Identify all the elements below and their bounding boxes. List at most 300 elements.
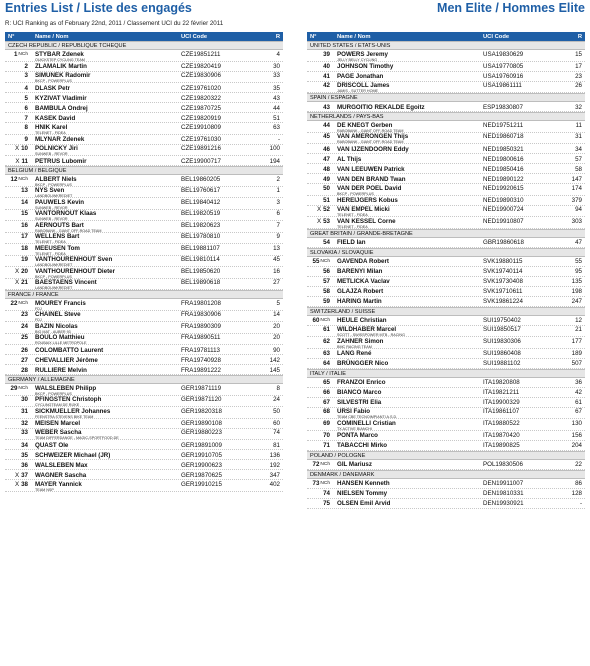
rider-number: 17 [21, 233, 28, 240]
rider-number: 58 [323, 288, 330, 295]
uci-code: POL19830506 [483, 461, 523, 468]
rider-name-cell [33, 51, 181, 62]
rider-number: 30 [21, 396, 28, 403]
rider-team: SUNWEB - REVOR [35, 205, 68, 210]
uci-code: BEL19881107 [181, 244, 220, 252]
uci-rank: 45 [273, 256, 280, 263]
rider-number-cell [5, 462, 33, 469]
uci-rank: 135 [571, 278, 582, 285]
country-section-header: FRANCE / FRANCE [5, 290, 283, 299]
uci-rank: 95 [575, 268, 582, 275]
uci-rank: 402 [269, 480, 280, 488]
table-row [307, 287, 585, 297]
national-champion-badge: NCh [18, 385, 28, 391]
rider-number: 23 [21, 311, 28, 318]
table-row [5, 311, 283, 323]
national-champion-badge: NCh [18, 51, 28, 57]
rider-number-cell [5, 105, 33, 112]
uci-rank: 7 [276, 221, 280, 229]
rider-number: 34 [21, 441, 28, 449]
table-row [307, 196, 585, 206]
rider-number-cell [307, 176, 335, 183]
uci-rank: 61 [575, 399, 582, 406]
uci-code: USA19770805 [483, 63, 524, 70]
uci-code: FRA19890309 [181, 322, 221, 330]
rider-team: FDJ [35, 306, 42, 311]
rider-name: OLSEN Emil Arvid [337, 500, 391, 507]
uci-rank: 13 [273, 244, 280, 252]
uci-code: BEL19810114 [181, 256, 220, 263]
table-row [307, 184, 585, 196]
table-row [307, 359, 585, 369]
uci-rank: 31 [575, 133, 582, 140]
rider-team: RABOBANK - GIANT OFF-ROAD TEAM [35, 228, 102, 233]
rider-number-cell [5, 472, 33, 479]
table-row [5, 480, 283, 492]
rider-name-cell [33, 256, 181, 267]
rider-name: SICKMUELLER Johannes [35, 407, 111, 415]
header-uci-code: UCI Code [483, 33, 510, 40]
uci-code: BEL19780810 [181, 233, 221, 240]
country-section-header: CZECH REPUBLIC / REPUBLIQUE TCHEQUE [5, 41, 283, 50]
rider-number: 40 [323, 63, 330, 70]
uci-rank: 24 [273, 396, 280, 403]
uci-code: NED19910807 [483, 217, 524, 225]
uci-code: FRA19891222 [181, 366, 221, 374]
uci-rank: 177 [571, 337, 582, 345]
rider-name: WILDHABER Marcel [337, 326, 397, 333]
uci-code: SUI19860408 [483, 350, 521, 357]
uci-code: BEL19760617 [181, 187, 221, 194]
uci-code: CZE19830906 [181, 72, 221, 79]
uci-code: SVK19730408 [483, 278, 523, 285]
table-row [307, 72, 585, 82]
uci-code: GER19870625 [181, 471, 222, 479]
rider-name: VANTHOURENHOUT Dieter [35, 267, 115, 275]
rider-number-cell [5, 176, 33, 183]
rider-number: 50 [323, 184, 330, 192]
rider-name-cell [335, 156, 483, 163]
rider-name-cell [33, 334, 181, 345]
country-section-header: DENMARK / DANEMARK [307, 470, 585, 479]
rider-number-cell [307, 146, 335, 153]
rider-name-cell [33, 95, 181, 102]
rider-team: TX ACTIVE BIANCHI [337, 426, 372, 431]
rider-name: MLYNAR Zdenek [35, 136, 85, 143]
uci-rank: 60 [273, 420, 280, 427]
uci-rank: 2 [276, 175, 280, 183]
uci-code: BEL19820519 [181, 210, 221, 217]
uci-code: SUI19830306 [483, 337, 521, 345]
rider-name-cell [335, 461, 483, 468]
table-row [5, 419, 283, 429]
rider-name: NIELSEN Tommy [337, 490, 388, 497]
rider-number-cell [5, 210, 33, 217]
table-row [307, 50, 585, 62]
table-row [307, 277, 585, 287]
uci-code: FRA19781113 [181, 346, 220, 354]
uci-rank: 27 [273, 279, 280, 286]
rider-team: RABOBANK - GIANT OFF-ROAD TEAM [337, 140, 404, 144]
rider-name-cell [335, 278, 483, 285]
uci-rank: 34 [575, 145, 582, 153]
rider-number-cell [5, 72, 33, 79]
rider-number: 27 [21, 356, 28, 364]
uci-rank: 6 [276, 210, 280, 217]
rider-name: PONTA Marco [337, 432, 378, 439]
table-row [5, 93, 283, 103]
uci-code: GER19900623 [181, 461, 222, 469]
table-row [307, 316, 585, 326]
rider-name: SILVESTRI Elia [337, 399, 382, 406]
uci-code: GER19891009 [181, 441, 222, 449]
rider-name-cell [335, 218, 483, 229]
rider-name-cell [33, 279, 181, 290]
rider-number: 10 [21, 145, 28, 152]
table-row [307, 479, 585, 489]
rider-name-cell [335, 480, 483, 487]
rider-name: AL Thijs [337, 155, 362, 163]
rider-name: TABACCHI Mirko [337, 442, 388, 449]
rider-name-cell [335, 389, 483, 396]
rider-name-cell [33, 222, 181, 233]
uci-rank: 100 [269, 145, 280, 152]
page-title: Entries List / Liste des engagés [5, 1, 192, 15]
table-row [5, 198, 283, 210]
rider-name-cell [33, 429, 181, 440]
header-rank: R [275, 33, 280, 40]
table-row [307, 349, 585, 359]
rider-number-cell [307, 239, 335, 246]
table-row [5, 407, 283, 419]
table-row [5, 103, 283, 113]
rider-number: 26 [21, 346, 28, 354]
rider-team: FDJ [35, 318, 42, 322]
uci-code: DEN19810331 [483, 490, 524, 497]
rider-name-cell [33, 300, 181, 311]
uci-code: NED19920615 [483, 184, 524, 192]
rider-number: 56 [323, 268, 330, 275]
rider-team: TEAM NSP [35, 487, 54, 492]
uci-rank: 51 [273, 114, 280, 122]
rider-number-cell [307, 166, 335, 173]
rider-name: MAYER Yannick [35, 480, 82, 488]
rider-name: VAN EMPEL Micki [337, 206, 390, 213]
table-row [5, 83, 283, 93]
rider-name: NYS Sven [35, 187, 65, 194]
uci-code: FRA19740928 [181, 356, 221, 364]
rider-number: 4 [24, 84, 28, 92]
table-row [5, 355, 283, 365]
rider-number: 20 [21, 267, 28, 275]
rider-name: POWERS Jeremy [337, 50, 388, 58]
page-header [5, 1, 585, 17]
country-section-header: SPAIN / ESPAGNE [307, 93, 585, 102]
rider-name-cell [33, 396, 181, 407]
rider-number: 11 [21, 157, 28, 165]
rider-number-cell [307, 350, 335, 357]
rider-name: COMINELLI Cristian [337, 419, 396, 427]
uci-rank: 58 [575, 165, 582, 173]
rider-name: WALSLEBEN Philipp [35, 384, 97, 392]
rider-name: FIELD Ian [337, 239, 366, 246]
rider-number-cell [307, 442, 335, 449]
rider-number-cell [5, 442, 33, 449]
rider-name: HEULE Christian [337, 317, 387, 324]
uci-rank: 12 [575, 317, 582, 324]
rider-number-cell [5, 63, 33, 70]
national-champion-badge: NCh [320, 318, 330, 323]
country-section-header: ITALY / ITALIE [307, 369, 585, 378]
rider-team: RABOBANK - GIANT OFF-ROAD TEAM [337, 128, 404, 133]
rider-name: VAN DER POEL David [337, 184, 402, 192]
rider-number-cell [5, 481, 33, 488]
rider-number-cell [307, 490, 335, 497]
rider-number: 49 [323, 175, 330, 183]
uci-code: BEL19890618 [181, 279, 221, 286]
table-row [5, 299, 283, 311]
uci-code: ITA19821211 [483, 389, 520, 396]
table-row [5, 256, 283, 268]
uci-code: NED19900724 [483, 206, 524, 213]
uci-rank: 20 [273, 322, 280, 330]
rider-name: MURGOITIO REKALDE Egoitz [337, 103, 425, 111]
rider-number-cell [307, 338, 335, 345]
table-row [307, 431, 585, 441]
rider-team: QUICKSTEP CYCLING TEAM [35, 57, 85, 62]
rider-name: VAN LEEUWEN Patrick [337, 165, 405, 173]
rider-number-cell [5, 256, 33, 263]
rider-team: TELENET - FIDEA [337, 224, 368, 229]
rider-team: SUNWEB - REVOR [35, 152, 68, 156]
uci-code: NED19800616 [483, 155, 524, 163]
rider-number: 3 [24, 72, 28, 79]
table-row [307, 297, 585, 307]
table-row [307, 121, 585, 133]
rider-number-cell [307, 298, 335, 305]
reserve-marker: X [14, 480, 20, 488]
rider-number-cell [5, 452, 33, 459]
uci-code: CZE19820322 [181, 94, 221, 102]
rider-number: 19 [21, 256, 28, 263]
rider-name: ALBERT Niels [35, 175, 77, 183]
rider-number: 45 [323, 133, 330, 140]
rider-name: WELLENS Bart [35, 233, 80, 240]
rider-number: 69 [323, 419, 330, 427]
rider-number-cell [307, 197, 335, 204]
rider-name: DLASK Petr [35, 84, 71, 92]
uci-code: ITA19870420 [483, 432, 520, 439]
rider-number-cell [5, 124, 33, 131]
uci-code: SVK19740114 [483, 268, 523, 275]
rider-number-cell [5, 115, 33, 122]
table-row [307, 337, 585, 349]
country-section-header: SWITZERLAND / SUISSE [307, 307, 585, 316]
rider-name-cell [33, 63, 181, 70]
rider-number: 15 [21, 210, 28, 217]
rider-number: 62 [323, 337, 330, 345]
uci-code: SVK19710611 [483, 288, 523, 295]
rider-number: 28 [21, 366, 28, 374]
rider-name-cell [33, 233, 181, 244]
uci-code: CZE19820919 [181, 114, 221, 122]
rider-name: KYZIVAT Vladimir [35, 94, 87, 102]
rider-number: 16 [21, 221, 28, 229]
rider-team: CYCLINGTEAM DE RIJKE [35, 403, 80, 407]
uci-code: ITA19820808 [483, 379, 520, 386]
rider-name: PAUWELS Kevin [35, 198, 85, 206]
rider-number: 41 [323, 73, 330, 80]
rider-number: 54 [323, 239, 330, 246]
rider-name-cell [335, 490, 483, 497]
rider-name: RULLIERE Melvin [35, 366, 87, 374]
uci-rank: 3 [276, 198, 280, 206]
table-row [5, 72, 283, 84]
rider-team: TELENET - FIDEA [337, 213, 368, 217]
uci-rank: 47 [575, 239, 582, 246]
rider-name-cell [33, 187, 181, 198]
rider-number: 8 [24, 123, 28, 131]
rider-name: VAN AMERONGEN Thijs [337, 133, 409, 140]
rider-name: JOHNSON Timothy [337, 63, 394, 70]
rider-number-cell [307, 206, 335, 213]
reserve-marker: X [14, 145, 20, 152]
rider-number: 22 [10, 299, 18, 307]
rider-number: 46 [323, 145, 330, 153]
rider-name-cell [335, 104, 483, 111]
table-row [5, 450, 283, 460]
table-row [307, 174, 585, 184]
table-row [5, 135, 283, 145]
rider-name: AERNOUTS Bart [35, 221, 84, 229]
uci-code: BEL19850620 [181, 267, 221, 275]
table-row [307, 217, 585, 229]
rider-number-cell [307, 122, 335, 129]
rider-number: 39 [323, 50, 330, 58]
rider-name: BIANCO Marco [337, 389, 382, 396]
rider-number-cell [307, 82, 335, 89]
rider-name: BAZIN Nicolas [35, 322, 78, 330]
rider-number-cell [5, 334, 33, 341]
table-row [5, 322, 283, 334]
rider-name-cell [335, 146, 483, 153]
table-row [5, 221, 283, 233]
rider-number-cell [5, 429, 33, 436]
rider-number-cell [5, 85, 33, 92]
uci-code: USA19830629 [483, 50, 524, 58]
rider-team: BKCP - POWERPLUS [35, 274, 72, 279]
rider-team: LANDBOUWKREDIET [35, 194, 73, 198]
rider-name-cell [335, 338, 483, 349]
rider-team: TELENET - FIDEA [35, 251, 66, 256]
rider-name-cell [33, 158, 181, 165]
uci-rank: 42 [575, 389, 582, 396]
rider-number: 71 [323, 442, 330, 449]
rider-number-cell [307, 104, 335, 111]
rider-name: BRÜNGGER Nico [337, 360, 389, 367]
rider-number: 32 [21, 420, 28, 427]
uci-code: FRA19801208 [181, 299, 221, 307]
rider-number-cell [307, 268, 335, 275]
category-title: Men Elite / Hommes Elite [437, 1, 585, 15]
rider-name-cell [33, 472, 181, 479]
rider-name-cell [335, 298, 483, 305]
rider-name: URSI Fabio [337, 408, 371, 415]
rider-number-cell [307, 360, 335, 367]
uci-code: NED19850321 [483, 145, 524, 153]
rider-number: 31 [21, 407, 28, 415]
rider-name: GLAJZA Robert [337, 288, 384, 295]
rider-name-cell [335, 73, 483, 80]
rider-number-cell [307, 461, 335, 468]
rider-number: 55 [312, 258, 320, 265]
rider-name: MEEUSEN Tom [35, 244, 80, 252]
rider-number-cell [5, 420, 33, 427]
table-row [5, 429, 283, 441]
rider-name-cell [335, 51, 483, 62]
rider-name: BAESTAENS Vincent [35, 279, 97, 286]
rider-name: LANG René [337, 350, 372, 357]
rider-name-cell [33, 442, 181, 449]
table-row [5, 334, 283, 346]
rider-name: SCHWEIZER Michael (JR) [35, 451, 111, 459]
table-row [307, 164, 585, 174]
uci-rank: 156 [571, 432, 582, 439]
rider-number: 18 [21, 244, 28, 252]
rider-name-cell [335, 288, 483, 295]
uci-code: DEN19911007 [483, 480, 524, 487]
rider-name-cell [33, 268, 181, 279]
rider-number: 25 [21, 334, 28, 341]
rider-name: BARENYI Milan [337, 268, 383, 275]
rider-name: STYBAR Zdenek [35, 50, 84, 58]
rider-name: GIL Mariusz [337, 461, 372, 468]
rider-team: BKCP - POWERPLUS [35, 79, 72, 83]
rider-name-cell [335, 166, 483, 173]
rider-number-cell [307, 63, 335, 70]
rider-name-cell [335, 82, 483, 93]
rider-name-cell [33, 420, 181, 427]
uci-rank: 35 [273, 84, 280, 92]
rider-name: MOUREY Francis [35, 299, 86, 307]
table-row [5, 233, 283, 245]
rider-number-cell [5, 323, 33, 330]
rider-name-cell [335, 206, 483, 217]
rider-number: 7 [24, 114, 28, 122]
uci-rank: 8 [276, 384, 280, 392]
rider-number-cell [307, 278, 335, 285]
rider-number: 68 [323, 408, 330, 415]
rider-name: GAVENDA Robert [337, 258, 389, 265]
rider-name-cell [33, 452, 181, 459]
uci-code: ITA19890825 [483, 442, 520, 449]
rider-name-cell [335, 268, 483, 275]
uci-rank: 198 [571, 288, 582, 295]
rider-number-cell [307, 420, 335, 427]
table-row [5, 267, 283, 279]
rider-name-cell [335, 432, 483, 439]
rider-number-cell [5, 199, 33, 206]
uci-rank: 81 [273, 441, 280, 449]
rider-name: POLNICKY Jiri [35, 145, 78, 152]
uci-rank: 204 [571, 442, 582, 449]
rider-number-cell [307, 288, 335, 295]
left-table-body [5, 41, 283, 492]
table-row [5, 210, 283, 222]
table-row [307, 388, 585, 398]
ranking-note: R: UCI Ranking as of February 22nd, 2011 / Classement UCI du 22 février 2011 [5, 20, 224, 27]
rider-number-cell [5, 187, 33, 194]
